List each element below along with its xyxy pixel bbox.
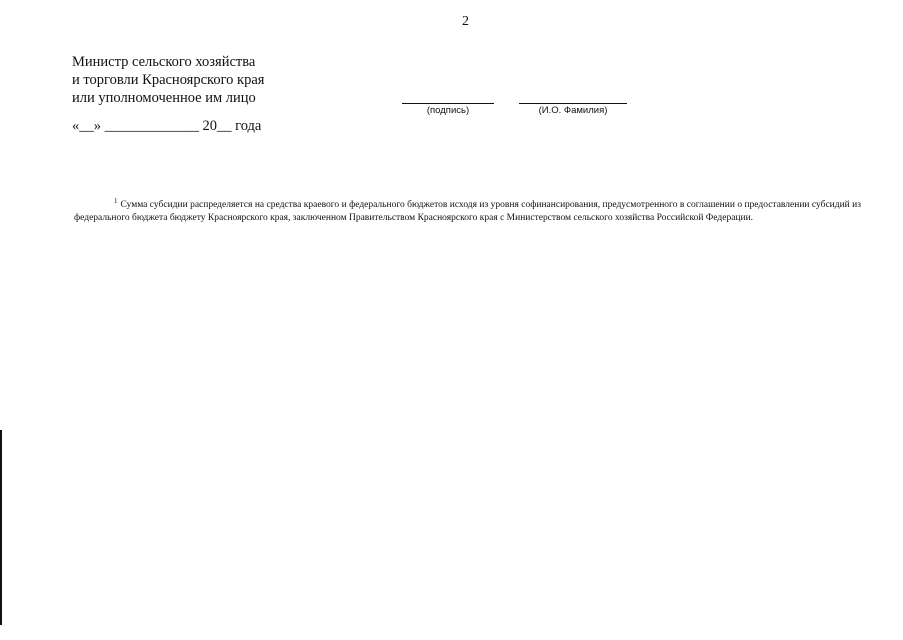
signature-field: [402, 103, 494, 116]
signature-caption: (подпись): [426, 105, 470, 116]
official-title: [72, 53, 264, 107]
official-title-line: Министр сельского хозяйства: [72, 54, 256, 70]
scan-edge-line: [0, 430, 2, 625]
name-caption: (И.О. Фамилия): [538, 105, 608, 116]
footnote: [74, 196, 861, 224]
footnote-text: Сумма субсидии распределяется на средства краевого и федерального бюджетов исходя из уровня софинансирования, предусмотренного в соглашении о предоставлении субсидий из федерального бюджета бюджету Красноярского края, заключенном Правительством Красноярского края с Министерством сельского хозяйства Российской Федерации.: [74, 200, 861, 223]
name-line: [519, 103, 627, 104]
date-line: «__» _____________ 20__ года: [72, 118, 262, 134]
page-number: 2: [462, 14, 469, 29]
name-field: [519, 103, 627, 116]
footnote-marker: 1: [114, 196, 118, 205]
official-title-line: или уполномоченное им лицо: [72, 90, 256, 106]
official-title-line: и торговли Красноярского края: [72, 72, 265, 88]
signature-line: [402, 103, 494, 104]
